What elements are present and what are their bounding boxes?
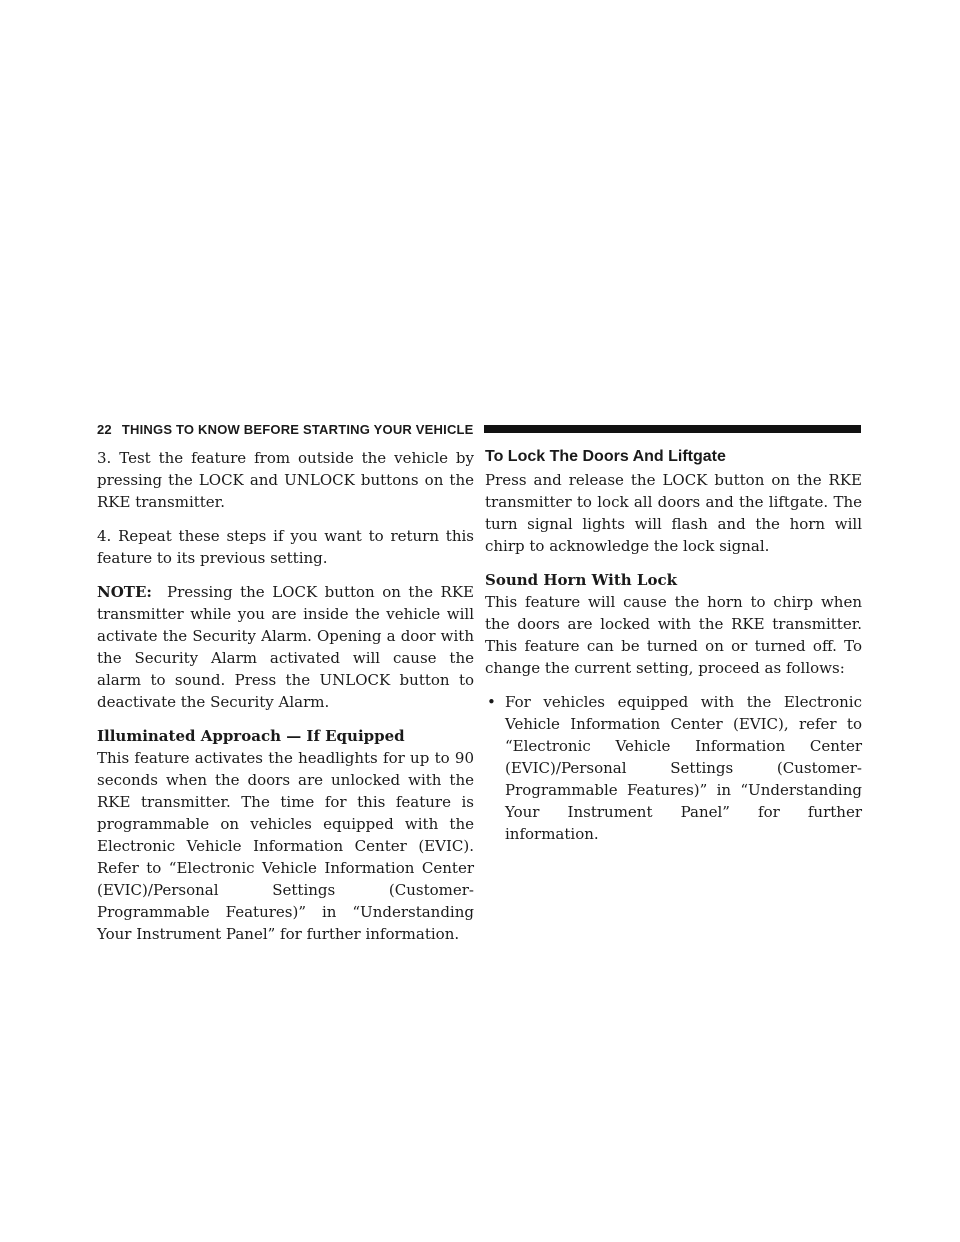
page-number: 22	[97, 421, 112, 437]
illuminated-approach-text: This feature activates the headlights for up to 90 seconds when the doors are unlocked with the RKE transmitter. The time for this feature is programmable on vehicles equipped with the Electronic Vehicle Information Center (EVIC). Refer to “Electronic Vehicle Information Center (EVIC)/Personal Settings (Customer-Programmable Features)” in “Understanding Your Instrument Panel” for further information.	[97, 749, 474, 943]
sound-horn-text: This feature will cause the horn to chirp when the doors are locked with the RKE transmitter. This feature can be turned on or turned off. To change the current setting, proceed as follows:	[485, 593, 862, 677]
lock-doors-text: Press and release the LOCK button on the RKE transmitter to lock all doors and the liftgate. The turn signal lights will flash and the horn will chirp to acknowledge the lock signal.	[485, 471, 862, 555]
sound-horn-heading: Sound Horn With Lock	[485, 571, 677, 589]
note	[97, 581, 474, 713]
page-header	[97, 419, 861, 439]
illuminated-approach-heading: Illuminated Approach — If Equipped	[97, 727, 405, 745]
bullet-icon: •	[487, 693, 496, 711]
section-title: THINGS TO KNOW BEFORE STARTING YOUR VEHICLE	[121, 421, 474, 437]
lock-doors-heading: To Lock The Doors And Liftgate	[485, 448, 726, 465]
list-item	[485, 691, 862, 845]
bullet-text: For vehicles equipped with the Electronic Vehicle Information Center (EVIC), refer to “Electronic Vehicle Information Center (EVIC)/Personal Settings (Customer-Programmable Features)” in “Understanding Your Instrument Panel” for further information.	[505, 693, 862, 843]
header-rule	[484, 425, 861, 433]
note-label: NOTE:	[97, 583, 152, 601]
step-4: 4. Repeat these steps if you want to return this feature to its previous setting.	[97, 527, 474, 567]
left-column	[97, 447, 474, 957]
note-text: Pressing the LOCK button on the RKE transmitter while you are inside the vehicle will activate the Security Alarm. Opening a door with the Security Alarm activated will cause the alarm to sound. Press the UNLOCK button to deactivate the Security Alarm.	[97, 583, 474, 711]
step-3: 3. Test the feature from outside the vehicle by pressing the LOCK and UNLOCK buttons on the RKE transmitter.	[97, 449, 474, 511]
right-column	[485, 447, 862, 845]
